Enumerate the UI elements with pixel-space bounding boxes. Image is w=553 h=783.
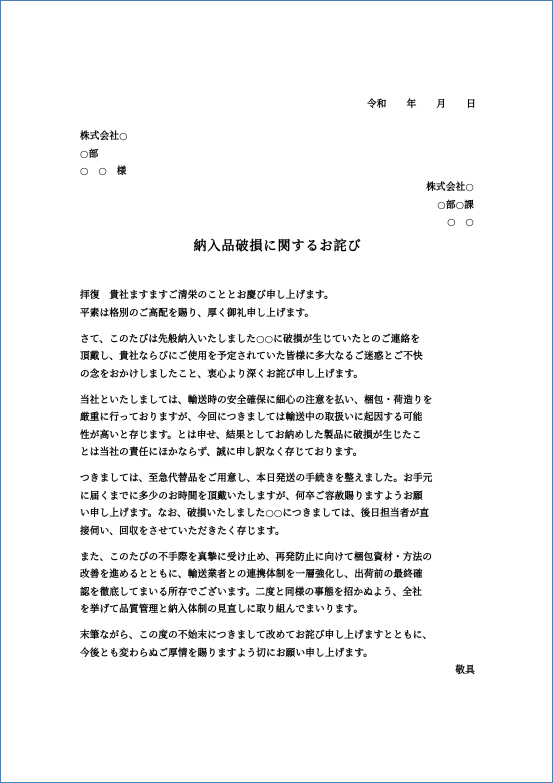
paragraph-greeting (80, 287, 475, 322)
line: 認を徹底してまいる所存でございます。二度と同様の事態を招かぬよう、全社 (80, 586, 423, 598)
line: 今後とも変わらぬご厚情を賜りますよう切にお願い申し上げます。 (80, 647, 374, 659)
sender-department: ○部○課 (437, 199, 474, 211)
line: 平素は格別のご高配を賜り、厚く御礼申し上げます。 (80, 307, 315, 319)
sender-name: ○ ○ (447, 217, 474, 228)
line: 改善を進めるとともに、輸送業者との連携体制を一層強化し、出荷前の最終確 (80, 569, 423, 580)
line: さて、このたびは先般納入いたしました○○に破損が生じていたとのご連絡を (80, 333, 421, 345)
paragraph-replacement (80, 470, 475, 540)
paragraph-apology (80, 331, 475, 384)
line: 末筆ながら、この度の不始末につきまして改めてお詫び申し上げますとともに、 (80, 630, 433, 641)
line: また、このたびの不手際を真摯に受け止め、再発防止に向けて梱包資材・方法の (80, 551, 433, 563)
line: とは当社の責任にほかならず、誠に申し訳なく存じております。 (80, 447, 363, 458)
sender-company: 株式会社○ (426, 182, 474, 193)
line: の念をおかけしましたこと、衷心より深くお詫び申し上げます。 (80, 368, 364, 380)
date-year: 年 (406, 99, 417, 110)
sender-block (426, 179, 474, 232)
recipient-department: ○部 (80, 148, 99, 160)
line: 厳重に行っておりますが、今回につきましては輸送中の取扱いに起因する可能 (80, 412, 423, 423)
recipient-block (80, 128, 128, 181)
line: つきましては、至急代替品をご用意し、本日発送の手続きを整えました。お手元 (80, 473, 433, 484)
date-era: 令和 (367, 99, 387, 110)
line: 頂戴し、貴社ならびにご使用を予定されていた皆様に多大なるご迷惑とご不快 (80, 351, 423, 362)
line: 接伺い、回収をさせていただきたく存じます。 (80, 525, 285, 537)
date-month: 月 (436, 99, 447, 110)
line: い申し上げます。なお、破損いたしました○○につきましては、後日担当者が直 (80, 508, 430, 519)
letter-body (80, 287, 475, 679)
line: 当社といたしましては、輸送時の安全確保に細心の注意を払い、梱包・荷造りを (80, 394, 433, 406)
paragraph-prevention (80, 549, 475, 619)
letter-date (301, 96, 476, 114)
paragraph-closing-remarks (80, 627, 475, 662)
line: に届くまでに多少のお時間を頂戴いたしますが、何卒ご容赦賜りますようお願 (80, 490, 423, 502)
closing-word: 敬具 (455, 664, 475, 676)
recipient-name: ○ ○ 様 (80, 166, 127, 177)
line: を挙げて品質管理と納入体制の見直しに取り組んでまいります。 (80, 604, 364, 615)
recipient-company: 株式会社○ (80, 131, 128, 142)
letter-title: 納入品破損に関するお詫び (193, 239, 362, 254)
date-day: 日 (466, 99, 476, 110)
paragraph-cause (80, 392, 475, 462)
line: 拝復 貴社ますますご清栄のこととお慶び申し上げます。 (80, 290, 334, 301)
line: 性が高いと存じます。とは申せ、結果としてお納めした製品に破損が生じたこ (80, 429, 422, 441)
